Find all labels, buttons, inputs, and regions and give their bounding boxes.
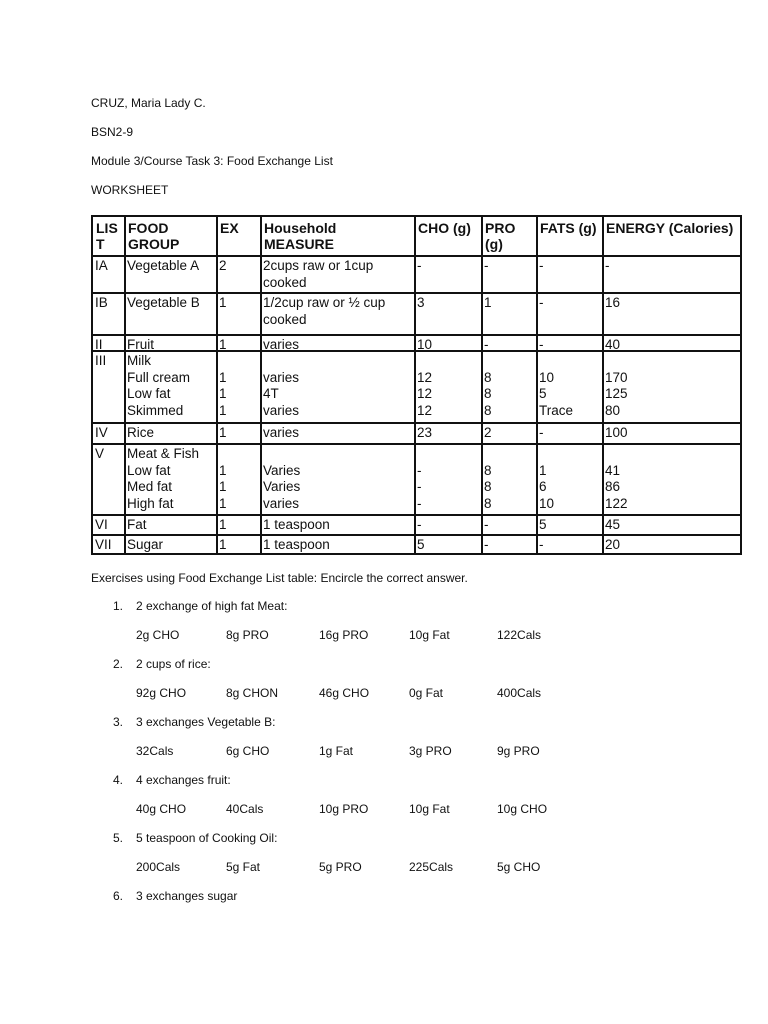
- answer-option[interactable]: 200Cals: [136, 860, 181, 874]
- answer-option[interactable]: 10g CHO: [497, 802, 548, 816]
- table-cell: 1 teaspoon: [263, 537, 330, 552]
- table-cell: 40: [605, 337, 621, 352]
- question-text: 3 exchanges sugar: [136, 889, 238, 903]
- table-cell: -: [417, 517, 422, 532]
- table-cell: 10 5 Trace: [539, 369, 574, 418]
- answer-option[interactable]: 5g Fat: [226, 860, 261, 874]
- table-cell: Meat & Fish Low fat Med fat High fat: [127, 446, 200, 511]
- table-cell: 2: [219, 258, 227, 273]
- table-cell: 23: [417, 425, 433, 440]
- question-text: 2 exchange of high fat Meat:: [136, 599, 288, 613]
- answer-option[interactable]: 9g PRO: [497, 744, 540, 758]
- table-cell: varies: [263, 337, 300, 352]
- question-number: 5.: [113, 831, 124, 845]
- table-cell: II: [95, 337, 103, 352]
- table-cell: -: [539, 425, 544, 440]
- table-cell: 1 6 10: [539, 462, 555, 511]
- table-cell: 1: [219, 295, 227, 310]
- question-text: 2 cups of rice:: [136, 657, 211, 671]
- table-cell: -: [484, 258, 489, 273]
- table-row: [93, 514, 740, 536]
- task-title: Module 3/Course Task 3: Food Exchange List: [91, 154, 333, 168]
- table-cell: IB: [95, 295, 108, 310]
- table-cell: -: [539, 295, 544, 310]
- table-row: [93, 422, 740, 445]
- table-cell: 1: [219, 337, 227, 352]
- answer-option[interactable]: 8g PRO: [226, 628, 269, 642]
- table-cell: 100: [605, 425, 628, 440]
- answer-option[interactable]: 225Cals: [409, 860, 454, 874]
- table-cell: -: [484, 337, 489, 352]
- table-header-cell: Household MEASURE: [264, 220, 337, 252]
- question-number: 6.: [113, 889, 124, 903]
- table-cell: 8 8 8: [484, 462, 492, 511]
- section-label: BSN2-9: [91, 125, 134, 139]
- table-cell: 12 12 12: [417, 369, 433, 418]
- table-cell: 1/2cup raw or ½ cup cooked: [263, 295, 386, 327]
- answer-option[interactable]: 8g CHON: [226, 686, 279, 700]
- table-cell: varies: [263, 425, 300, 440]
- table-cell: Varies Varies varies: [263, 462, 301, 511]
- answer-option[interactable]: 3g PRO: [409, 744, 452, 758]
- table-cell: IA: [95, 258, 108, 273]
- table-cell: 170 125 80: [605, 369, 628, 418]
- table-header-cell: FOOD GROUP: [128, 220, 180, 252]
- answer-option[interactable]: 122Cals: [497, 628, 542, 642]
- table-cell: 1 1 1: [219, 462, 227, 511]
- table-cell: VI: [95, 517, 108, 532]
- table-row: [93, 350, 740, 424]
- table-row: [93, 255, 740, 294]
- table-header-cell: FATS (g): [540, 220, 597, 236]
- answer-option[interactable]: 1g Fat: [319, 744, 354, 758]
- table-cell: 45: [605, 517, 621, 532]
- table-cell: -: [539, 258, 544, 273]
- answer-option[interactable]: 0g Fat: [409, 686, 444, 700]
- table-cell: IV: [95, 425, 108, 440]
- question-number: 4.: [113, 773, 124, 787]
- table-header-cell: EX: [220, 220, 239, 236]
- answer-option[interactable]: 6g CHO: [226, 744, 270, 758]
- table-cell: 16: [605, 295, 621, 310]
- table-cell: Fruit: [127, 337, 154, 352]
- table-header-cell: LIS T: [96, 220, 118, 252]
- table-header-cell: ENERGY (Calories): [606, 220, 734, 236]
- table-cell: -: [417, 258, 422, 273]
- answer-option[interactable]: 10g Fat: [409, 802, 450, 816]
- question-number: 1.: [113, 599, 124, 613]
- table-cell: 1: [219, 425, 227, 440]
- question-text: 4 exchanges fruit:: [136, 773, 231, 787]
- table-cell: 10: [417, 337, 433, 352]
- answer-option[interactable]: 400Cals: [497, 686, 542, 700]
- table-cell: VII: [95, 537, 112, 552]
- exercises-intro: Exercises using Food Exchange List table: Encircle the correct answer.: [91, 571, 468, 585]
- table-cell: 5: [539, 517, 547, 532]
- table-cell: 41 86 122: [605, 462, 628, 511]
- table-cell: Milk Full cream Low fat Skimmed: [127, 353, 191, 418]
- table-cell: 20: [605, 537, 621, 552]
- table-cell: Rice: [127, 425, 155, 440]
- table-cell: -: [484, 517, 489, 532]
- question-text: 5 teaspoon of Cooking Oil:: [136, 831, 278, 845]
- table-cell: 1: [219, 537, 227, 552]
- answer-option[interactable]: 5g PRO: [319, 860, 362, 874]
- answer-option[interactable]: 2g CHO: [136, 628, 180, 642]
- table-cell: V: [95, 446, 105, 461]
- answer-option[interactable]: 10g Fat: [409, 628, 450, 642]
- table-cell: 1 teaspoon: [263, 517, 330, 532]
- answer-option[interactable]: 46g CHO: [319, 686, 370, 700]
- table-cell: 5: [417, 537, 425, 552]
- table-cell: -: [539, 537, 544, 552]
- table-cell: Fat: [127, 517, 147, 532]
- table-cell: 1 1 1: [219, 369, 227, 418]
- table-row: [93, 443, 740, 516]
- table-cell: varies 4T varies: [263, 369, 300, 418]
- table-header-cell: PRO (g): [485, 220, 516, 252]
- answer-option[interactable]: 5g CHO: [497, 860, 541, 874]
- table-cell: Vegetable B: [127, 295, 200, 310]
- table-cell: 8 8 8: [484, 369, 492, 418]
- question-number: 3.: [113, 715, 124, 729]
- worksheet-label: WORKSHEET: [91, 183, 169, 197]
- table-cell: 2cups raw or 1cup cooked: [263, 258, 374, 290]
- table-cell: 3: [417, 295, 425, 310]
- table-row: [93, 534, 740, 555]
- table-cell: -: [539, 337, 544, 352]
- question-text: 3 exchanges Vegetable B:: [136, 715, 276, 729]
- table-cell: 2: [484, 425, 492, 440]
- table-header-row: [93, 217, 740, 255]
- table-cell: Vegetable A: [127, 258, 200, 273]
- answer-option[interactable]: 40Cals: [226, 802, 264, 816]
- table-cell: III: [95, 353, 107, 368]
- table-cell: -: [605, 258, 610, 273]
- table-row: [93, 292, 740, 336]
- answer-option[interactable]: 10g PRO: [319, 802, 369, 816]
- answer-option[interactable]: 16g PRO: [319, 628, 369, 642]
- table-cell: 1: [219, 517, 227, 532]
- table-cell: - - -: [417, 462, 422, 511]
- table-header-cell: CHO (g): [418, 220, 471, 236]
- food-exchange-table: [91, 215, 742, 555]
- student-name: CRUZ, Maria Lady C.: [91, 96, 206, 110]
- answer-option[interactable]: 32Cals: [136, 744, 174, 758]
- table-cell: 1: [484, 295, 492, 310]
- table-cell: Sugar: [127, 537, 164, 552]
- question-number: 2.: [113, 657, 124, 671]
- answer-option[interactable]: 92g CHO: [136, 686, 187, 700]
- answer-option[interactable]: 40g CHO: [136, 802, 187, 816]
- table-cell: -: [484, 537, 489, 552]
